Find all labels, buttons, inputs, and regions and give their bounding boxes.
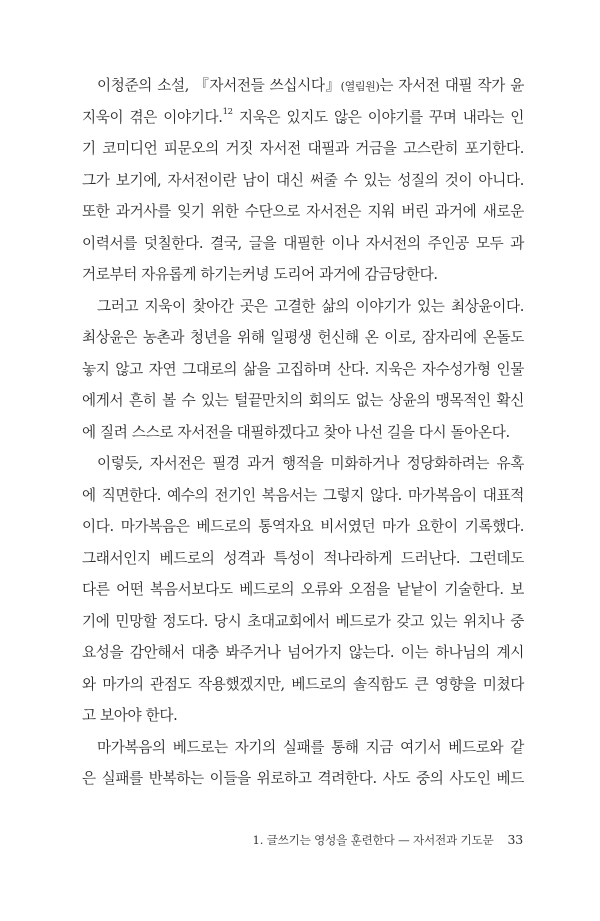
text-line: 놓지 않고 자연 그대로의 삶을 고집하며 산다. 지욱은 자수성가형 인물: [82, 360, 524, 378]
text-line: 마가복음의 베드로는 자기의 실패를 통해 지금 여기서 베드로와 같: [97, 738, 524, 756]
page-number: 33: [507, 832, 523, 847]
text-line: 다른 어떤 복음서보다도 베드로의 오류와 오점을 낱낱이 기술한다. 보: [82, 581, 524, 598]
page-footer: [0, 832, 523, 848]
text-line: 최상윤은 농촌과 청년을 위해 일평생 헌신해 온 이로, 잠자리에 온돌도: [82, 329, 524, 346]
text-line: 기에 민망할 정도다. 당시 초대교회에서 베드로가 갖고 있는 위치나 중: [82, 612, 524, 630]
text-line: [82, 102, 524, 134]
text-span: 는 자서전 대필 작가 윤: [379, 77, 524, 94]
text-line: 이력서를 덧칠한다. 결국, 글을 대필한 이나 자서전의 주인공 모두 과: [82, 234, 524, 252]
running-head: 1. 글쓰기는 영성을 훈련한다 — 자서전과 기도문: [252, 833, 494, 847]
text-line: 기 코미디언 피문오의 거짓 자서전 대필과 거금을 고스란히 포기한다.: [82, 140, 524, 157]
text-span: 지욱이 겪은 이야기다.: [82, 108, 223, 126]
text-line: 그가 보기에, 자서전이란 남이 대신 써줄 수 있는 성질의 것이 아니다.: [82, 171, 524, 189]
text-line: 이다. 마가복음은 베드로의 통역자요 비서였던 마가 요한이 기록했다.: [82, 518, 524, 535]
text-line: 은 실패를 반복하는 이들을 위로하고 격려한다. 사도 중의 사도인 베드: [82, 770, 524, 787]
text-line: 거로부터 자유롭게 하기는커녕 도리어 과거에 감금당한다.: [82, 266, 438, 283]
text-line: 와 마가의 관점도 작용했겠지만, 베드로의 솔직함도 큰 영향을 미쳤다: [82, 675, 524, 693]
text-line: 에 질려 스스로 자서전을 대필하겠다고 찾아 나선 길을 다시 돌아온다.: [82, 423, 510, 441]
text-line: 이렇듯, 자서전은 필경 과거 행적을 미화하거나 정당화하려는 유혹: [97, 455, 524, 472]
text-span: 이청준의 소설, 『자서전들 쓰십시다』: [97, 77, 341, 94]
footnote-ref: 12: [222, 106, 233, 117]
text-line: 에게서 흔히 볼 수 있는 털끝만치의 회의도 없는 상윤의 맹목적인 확신: [82, 392, 524, 409]
publisher-note: (열림원): [340, 80, 380, 93]
text-span: 지욱은 있지도 않은 이야기를 꾸며 내라는 인: [232, 108, 524, 126]
text-line: 에 직면한다. 예수의 전기인 복음서는 그렇지 않다. 마가복음이 대표적: [82, 486, 524, 504]
text-line: 또한 과거사를 잊기 위한 수단으로 자서전은 지워 버린 과거에 새로운: [82, 203, 524, 220]
text-line: 그래서인지 베드로의 성격과 특성이 적나라하게 드러난다. 그런데도: [82, 549, 524, 567]
text-line: 고 보아야 한다.: [82, 707, 178, 724]
text-line: 그러고 지욱이 찾아간 곳은 고결한 삶의 이야기가 있는 최상윤이다.: [97, 297, 524, 315]
body-text: [82, 70, 524, 795]
text-line: 요성을 감안해서 대충 봐주거나 넘어가지 않는다. 이는 하나님의 계시: [82, 644, 524, 661]
text-line: [82, 70, 524, 102]
